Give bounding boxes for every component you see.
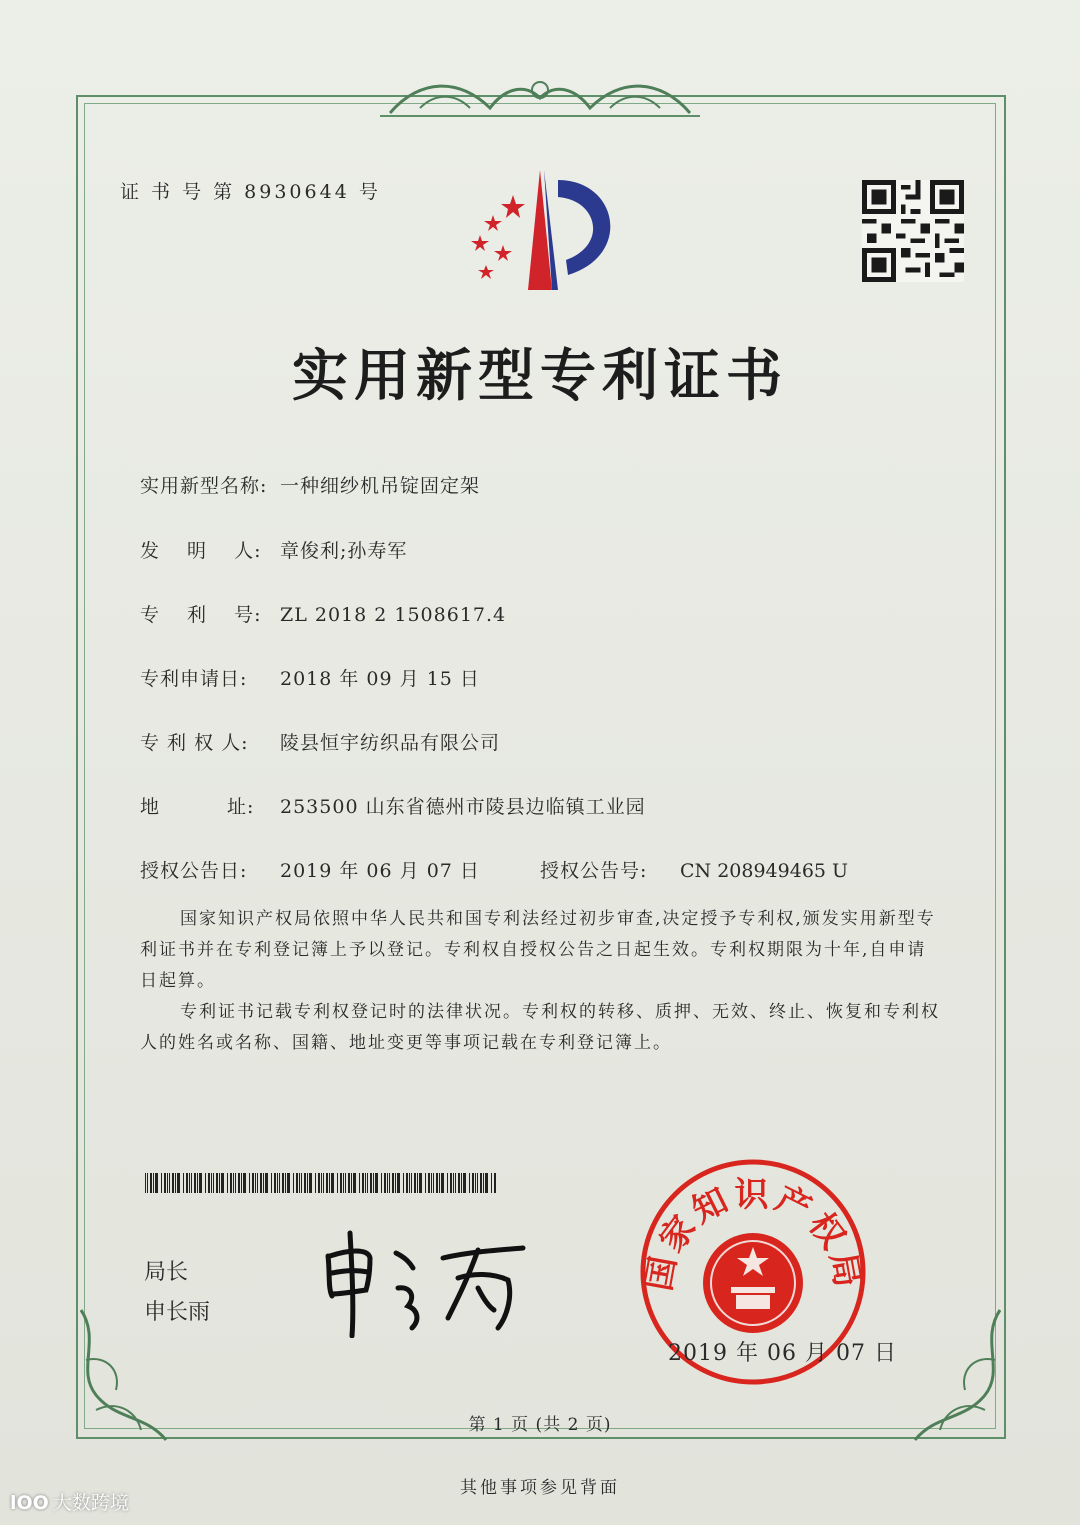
field-label: 地 址: [140, 796, 255, 818]
statement-paragraph: 国家知识产权局依照中华人民共和国专利法经过初步审查,决定授予专利权,颁发实用新型专利证书并在专利登记簿上予以登记。专利权自授权公告之日起生效。专利权期限为十年,自申请日起算。 [140, 909, 936, 991]
field-label: 专利申请日: [140, 668, 248, 690]
top-ornament [380, 68, 700, 124]
patentee-row [140, 728, 500, 755]
grant-date-row [140, 856, 480, 883]
address-row [140, 792, 646, 819]
field-value: 2018 年 09 月 15 日 [280, 668, 480, 690]
inventor-row [140, 536, 407, 563]
application-date-row [140, 664, 480, 691]
field-value: 陵县恒宇纺织品有限公司 [280, 732, 501, 754]
director-signature [318, 1228, 548, 1338]
patent-number-row [140, 600, 506, 627]
certificate-number: 证 书 号 第 8930644 号 [120, 181, 381, 203]
field-label: 专 利 权 人: [140, 732, 249, 754]
field-value: CN 208949465 U [680, 860, 849, 882]
page-number: 第 1 页 (共 2 页) [468, 1415, 612, 1435]
field-label: 授权公告日: [140, 860, 248, 882]
field-label: 发 明 人: [140, 540, 262, 562]
seal-date: 2019 年 06 月 07 日 [668, 1341, 897, 1366]
back-note: 其他事项参见背面 [460, 1478, 620, 1498]
field-value: 2019 年 06 月 07 日 [280, 860, 480, 882]
grant-number-row [540, 856, 848, 883]
patent-office-logo [458, 165, 628, 295]
legal-statement [140, 904, 940, 1059]
utility-model-name-row [140, 471, 480, 498]
field-label: 授权公告号: [540, 860, 648, 882]
director-title: 局长 [144, 1260, 189, 1285]
director-name: 申长雨 [144, 1300, 211, 1325]
field-label: 实用新型名称: [140, 475, 268, 497]
seal-text: 国家知识产权局 [638, 1175, 869, 1294]
field-value: 章俊利;孙寿军 [280, 540, 408, 562]
field-value: ZL 2018 2 1508617.4 [280, 604, 507, 626]
barcode [145, 1173, 500, 1193]
field-value: 一种细纱机吊锭固定架 [280, 475, 481, 497]
field-label: 专 利 号: [140, 604, 262, 626]
field-value: 253500 山东省德州市陵县边临镇工业园 [280, 796, 646, 818]
watermark-logo-icon: lOO [10, 1492, 49, 1514]
statement-paragraph: 专利证书记载专利权登记时的法律状况。专利权的转移、质押、无效、终止、恢复和专利权人的姓名或名称、国籍、地址变更等事项记载在专利登记簿上。 [140, 1002, 940, 1053]
certificate-title: 实用新型专利证书 [292, 344, 788, 409]
qr-code [862, 180, 964, 282]
watermark [10, 1488, 129, 1515]
watermark-text: 大数跨境 [52, 1492, 129, 1514]
